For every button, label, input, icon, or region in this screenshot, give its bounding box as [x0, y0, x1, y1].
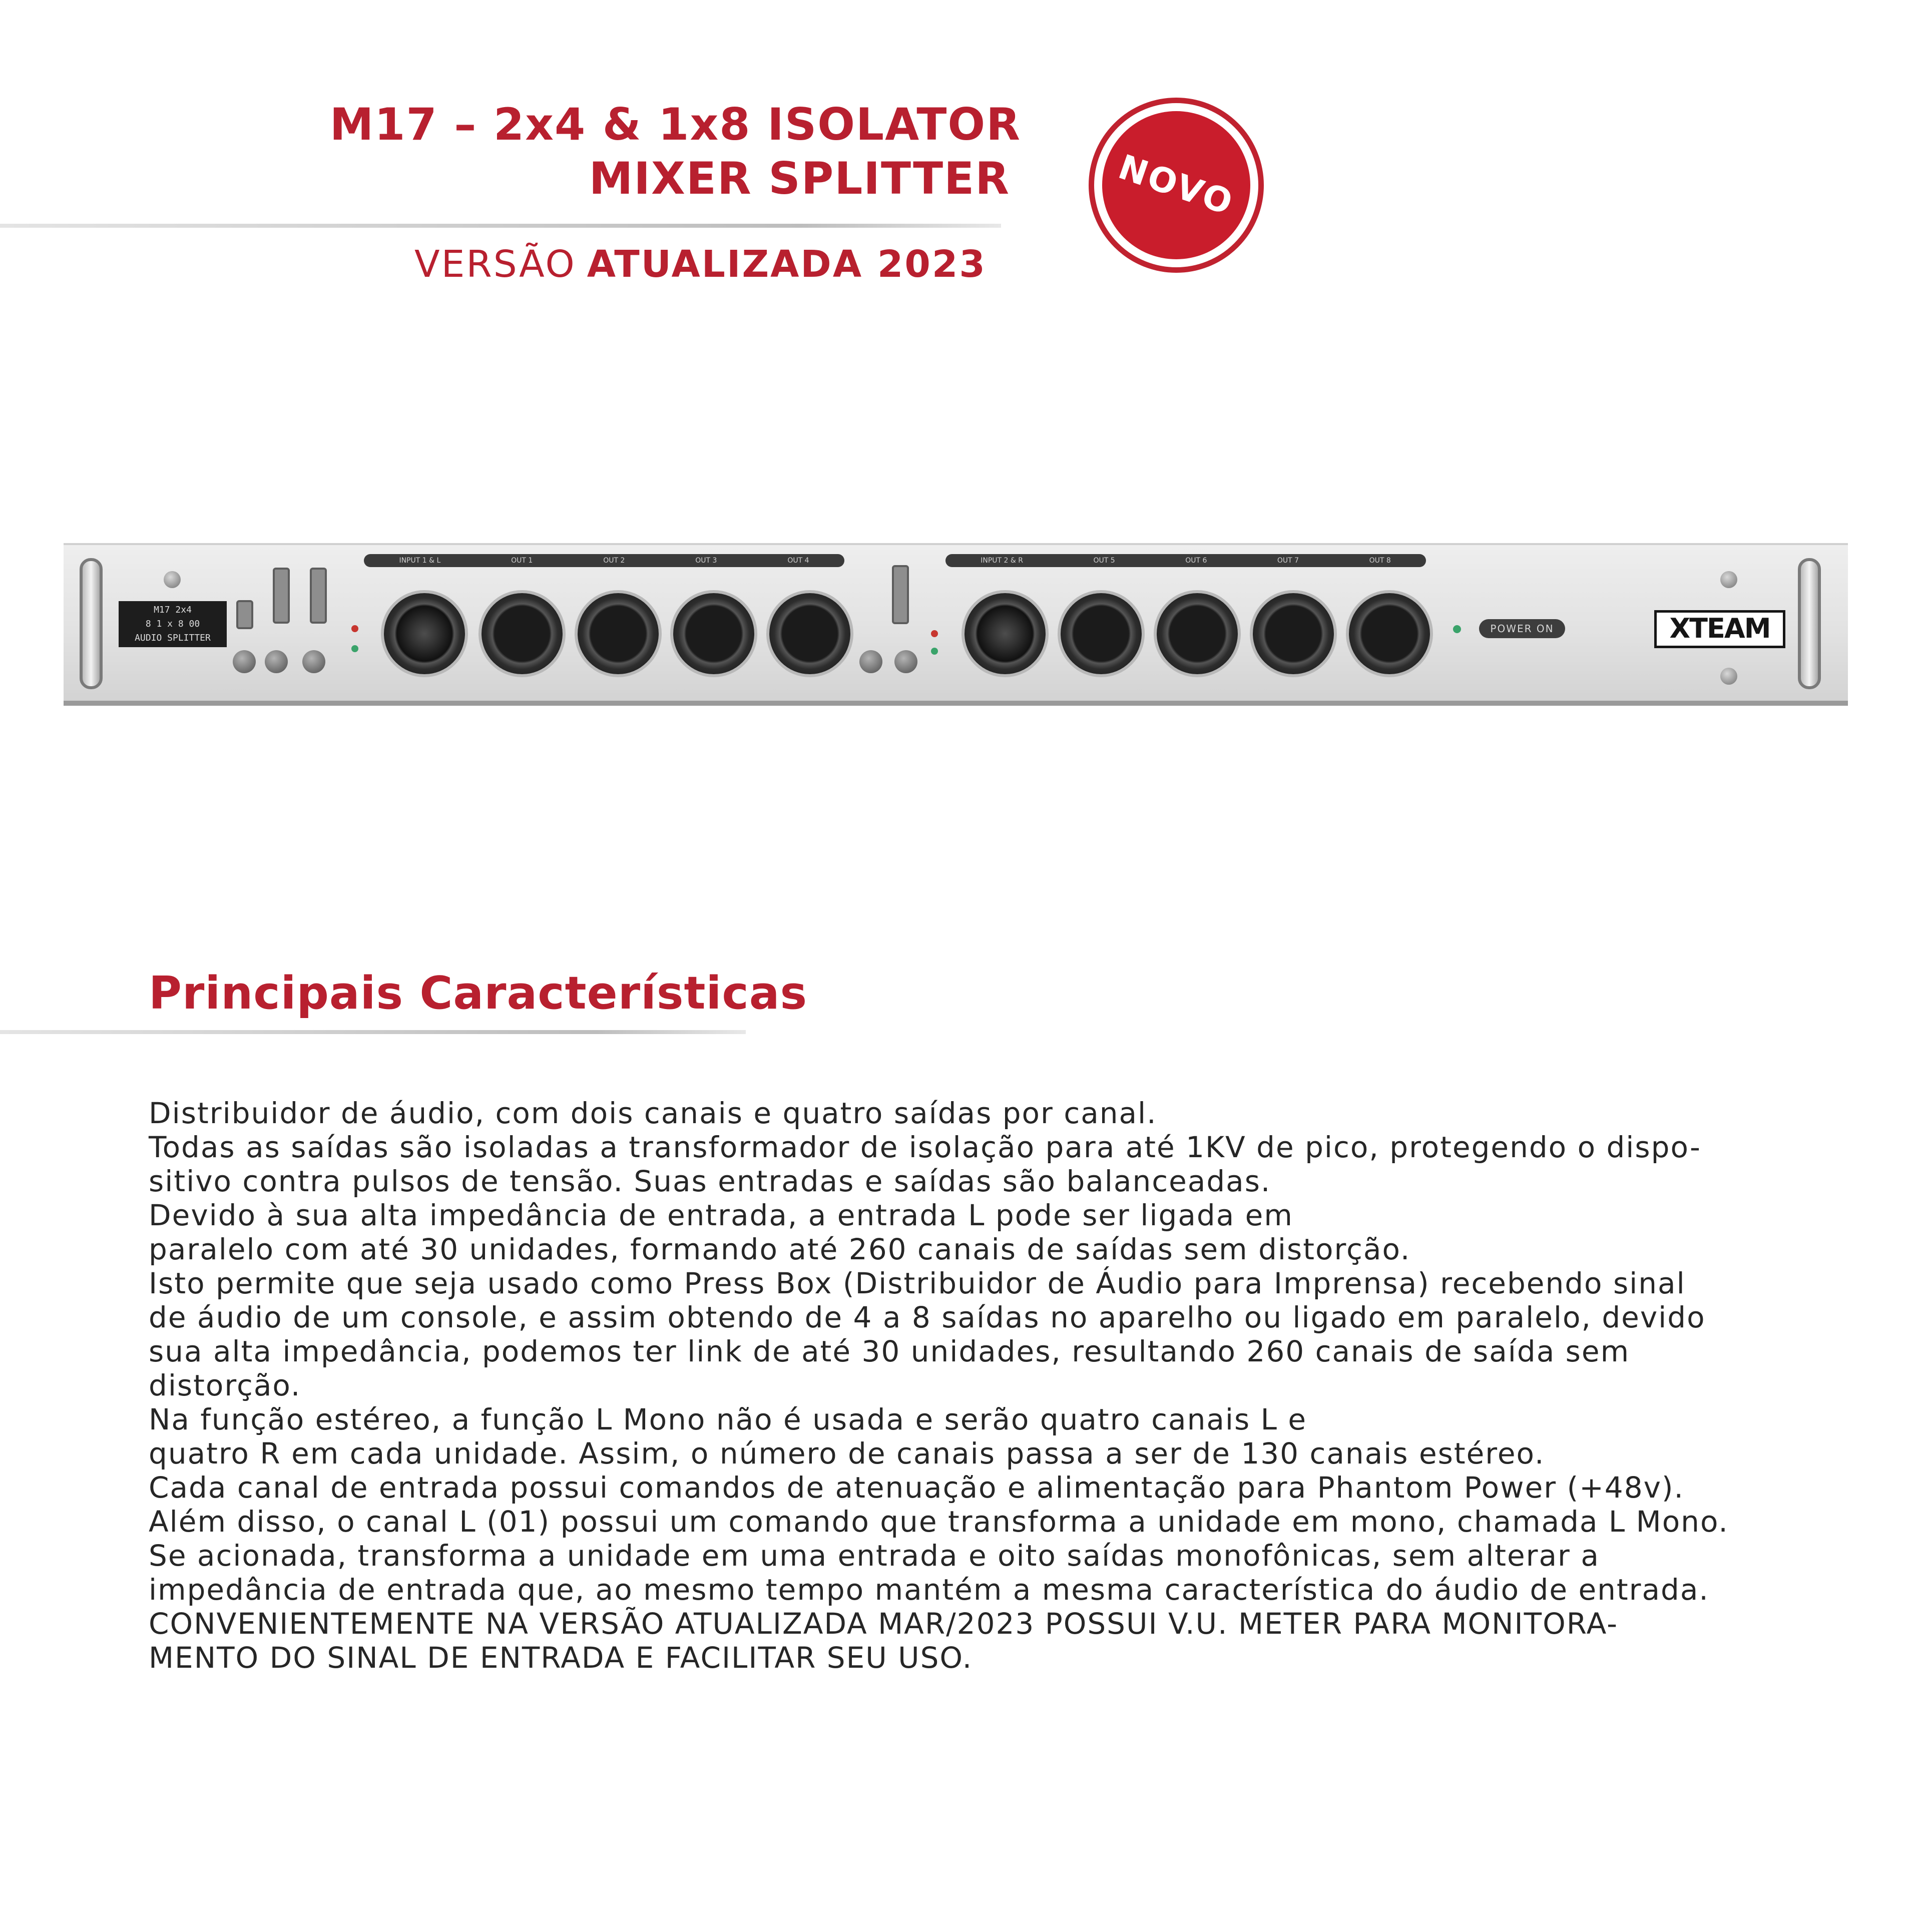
- xlr-input-2: [965, 593, 1046, 674]
- channel-1-label-strip: [364, 554, 844, 567]
- product-title: [330, 98, 1021, 206]
- xlr-output-3: [673, 593, 754, 674]
- new-badge-text: NOVO: [1113, 147, 1239, 224]
- switch-attenuation-1: [310, 568, 327, 624]
- vu-led-green: [931, 648, 938, 655]
- channel-2-label-strip: [945, 554, 1426, 567]
- text-line: Devido à sua alta impedância de entrada, a entrada L pode ser ligada em: [149, 1198, 1293, 1232]
- strip-label: OUT 4: [787, 557, 809, 565]
- text-line: Todas as saídas são isoladas a transformador de isolação para até 1KV de pico, protegendo o dispo-: [149, 1130, 1701, 1164]
- strip-label: INPUT 1 & L: [399, 557, 441, 565]
- model-label-plate: M17 2x4 8 1 x 8 00 AUDIO SPLITTER: [119, 601, 227, 647]
- text-line: Cada canal de entrada possui comandos de atenuação e alimentação para Phantom Power (+48v).: [149, 1471, 1684, 1505]
- vu-led-green: [351, 645, 358, 652]
- text-line: sua alta impedância, podemos ter link de até 30 unidades, resultando 260 canais de saída sem: [149, 1334, 1630, 1368]
- text-line: paralelo com até 30 unidades, formando até 260 canais de saídas sem distorção.: [149, 1232, 1411, 1266]
- control-knob: [233, 650, 256, 673]
- vu-led-red: [931, 630, 938, 637]
- text-line: impedância de entrada que, ao mesmo tempo mantém a mesma característica do áudio de entrada.: [149, 1573, 1709, 1607]
- section-title: Principais Características: [149, 967, 808, 1020]
- section-divider: [0, 1030, 746, 1034]
- xlr-output-1: [482, 593, 563, 674]
- text-line: Isto permite que seja usado como Press Box (Distribuidor de Áudio para Imprensa) recebendo sinal: [149, 1266, 1686, 1300]
- text-line: Além disso, o canal L (01) possui um comando que transforma a unidade em mono, chamada L Mono.: [149, 1505, 1729, 1539]
- vu-led-red: [351, 625, 358, 632]
- strip-label: OUT 3: [695, 557, 717, 565]
- text-line: distorção.: [149, 1368, 301, 1402]
- control-knob: [302, 650, 325, 673]
- brand-logo: XTEAM: [1654, 610, 1785, 648]
- features-text: [149, 1096, 1795, 1675]
- power-led: [1453, 625, 1461, 633]
- version-label: VERSÃO: [414, 243, 576, 286]
- header-divider: [0, 224, 1001, 228]
- version-subtitle: [414, 239, 987, 289]
- new-badge: [1089, 98, 1264, 273]
- xlr-output-8: [1349, 593, 1430, 674]
- xlr-input-1: [384, 593, 465, 674]
- text-line: de áudio de um console, e assim obtendo de 4 a 8 saídas no aparelho ou ligado em paralelo, devido: [149, 1300, 1706, 1334]
- text-line: Na função estéreo, a função L Mono não é usada e serão quatro canais L e: [149, 1402, 1307, 1436]
- text-line: quatro R em cada unidade. Assim, o número de canais passa a ser de 130 canais estéreo.: [149, 1436, 1545, 1471]
- strip-label: OUT 6: [1185, 557, 1207, 565]
- switch-phantom-2: [892, 565, 909, 624]
- new-badge-disc: [1102, 111, 1250, 259]
- xlr-output-4: [769, 593, 850, 674]
- version-year: ATUALIZADA 2023: [587, 243, 987, 286]
- strip-label: OUT 2: [603, 557, 625, 565]
- product-title-line-1: M17 – 2x4 & 1x8 ISOLATOR: [329, 99, 1021, 150]
- power-on-label: POWER ON: [1479, 619, 1565, 638]
- rack-handle-right: [1798, 558, 1821, 689]
- control-knob: [859, 650, 882, 673]
- product-image-rack-unit: [64, 543, 1848, 706]
- text-line: sitivo contra pulsos de tensão. Suas entradas e saídas são balanceadas.: [149, 1164, 1271, 1198]
- xlr-output-5: [1061, 593, 1142, 674]
- text-line: CONVENIENTEMENTE NA VERSÃO ATUALIZADA MAR/2023 POSSUI V.U. METER PARA MONITORA-: [149, 1607, 1618, 1641]
- strip-label: OUT 1: [511, 557, 533, 565]
- strip-label: OUT 5: [1093, 557, 1115, 565]
- xlr-output-6: [1157, 593, 1238, 674]
- switch-phantom-1: [273, 568, 290, 624]
- rack-screw: [1720, 571, 1737, 588]
- rack-screw: [1720, 668, 1737, 685]
- switch-l-mono: [236, 600, 253, 629]
- text-line: MENTO DO SINAL DE ENTRADA E FACILITAR SEU USO.: [149, 1641, 973, 1675]
- control-knob: [894, 650, 917, 673]
- xlr-output-7: [1253, 593, 1334, 674]
- rack-handle-left: [80, 558, 103, 689]
- xlr-output-2: [578, 593, 659, 674]
- strip-label: OUT 8: [1369, 557, 1391, 565]
- control-knob: [265, 650, 288, 673]
- text-line: Se acionada, transforma a unidade em uma entrada e oito saídas monofônicas, sem alterar a: [149, 1539, 1600, 1573]
- product-title-line-2: MIXER SPLITTER: [589, 153, 1010, 204]
- rack-screw: [164, 571, 181, 588]
- text-line: Distribuidor de áudio, com dois canais e quatro saídas por canal.: [149, 1096, 1157, 1130]
- strip-label: INPUT 2 & R: [981, 557, 1023, 565]
- strip-label: OUT 7: [1277, 557, 1299, 565]
